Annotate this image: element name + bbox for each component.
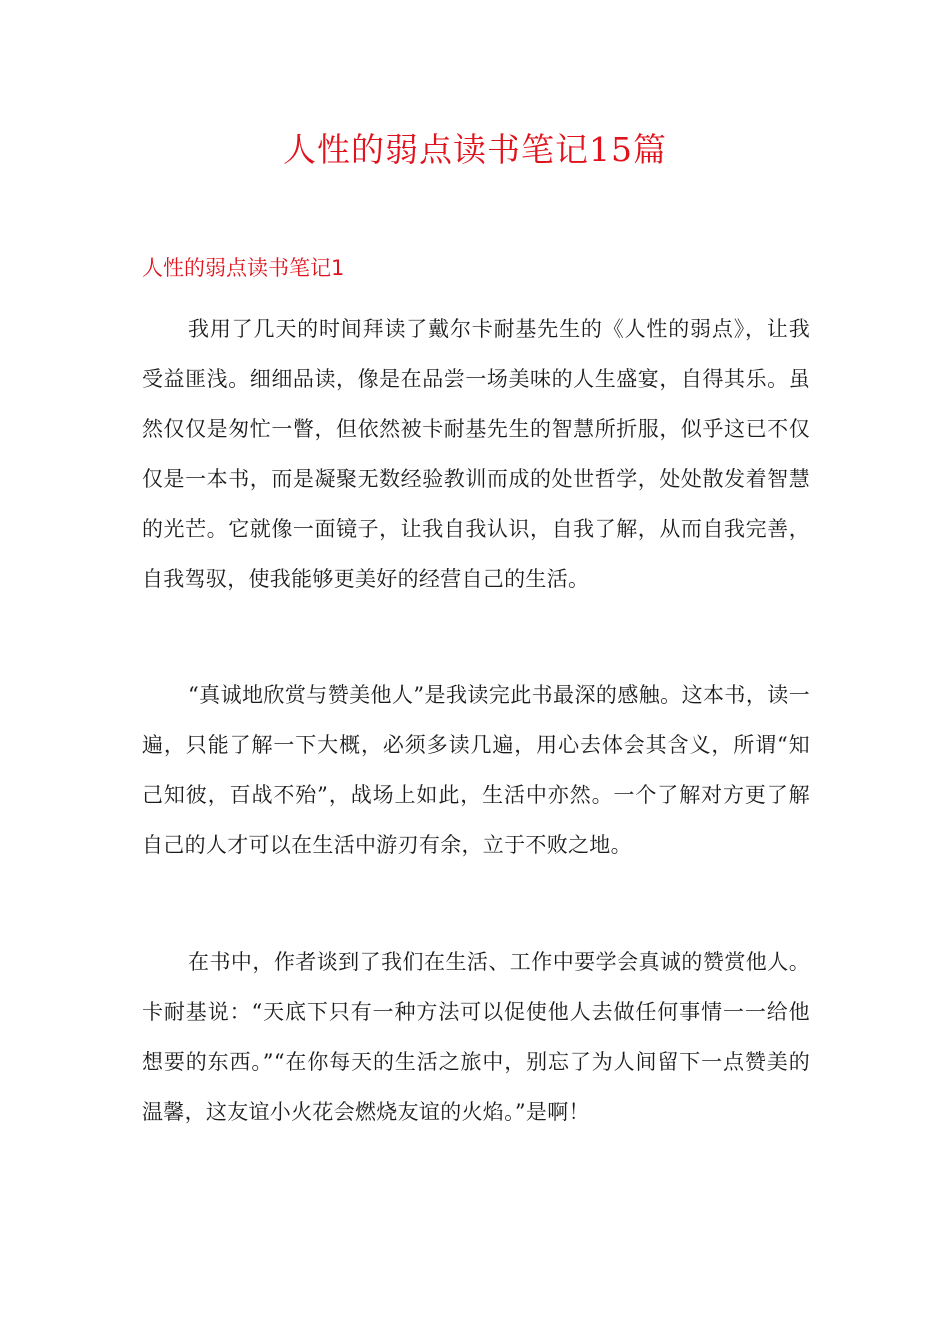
- section-heading: 人性的弱点读书笔记1: [142, 256, 345, 280]
- document-title: 人性的弱点读书笔记15篇: [283, 130, 667, 169]
- paragraph-3: 在书中，作者谈到了我们在生活、工作中要学会真诚的赞赏他人。卡耐基说：“天底下只有一种方法可以促使他人去做任何事情一一给他想要的东西。”“在你每天的生活之旅中，别忘了为人间留下一点赞美的温馨，这友谊小火花会燃烧友谊的火焰。”是啊！: [142, 950, 810, 1124]
- paragraph-2: “真诚地欣赏与赞美他人”是我读完此书最深的感触。这本书，读一遍，只能了解一下大概，必须多读几遍，用心去体会其含义，所谓“知己知彼，百战不殆”，战场上如此，生活中亦然。一个了解对方更了解自己的人才可以在生活中游刃有余，立于不败之地。: [142, 683, 810, 857]
- paragraph-1: 我用了几天的时间拜读了戴尔卡耐基先生的《人性的弱点》，让我受益匪浅。细细品读，像是在品尝一场美味的人生盛宴，自得其乐。虽然仅仅是匆忙一瞥，但依然被卡耐基先生的智慧所折服，似乎这已不仅仅是一本书，而是凝聚无数经验教训而成的处世哲学，处处散发着智慧的光芒。它就像一面镜子，让我自我认识，自我了解，从而自我完善，自我驾驭，使我能够更美好的经营自己的生活。: [142, 317, 810, 591]
